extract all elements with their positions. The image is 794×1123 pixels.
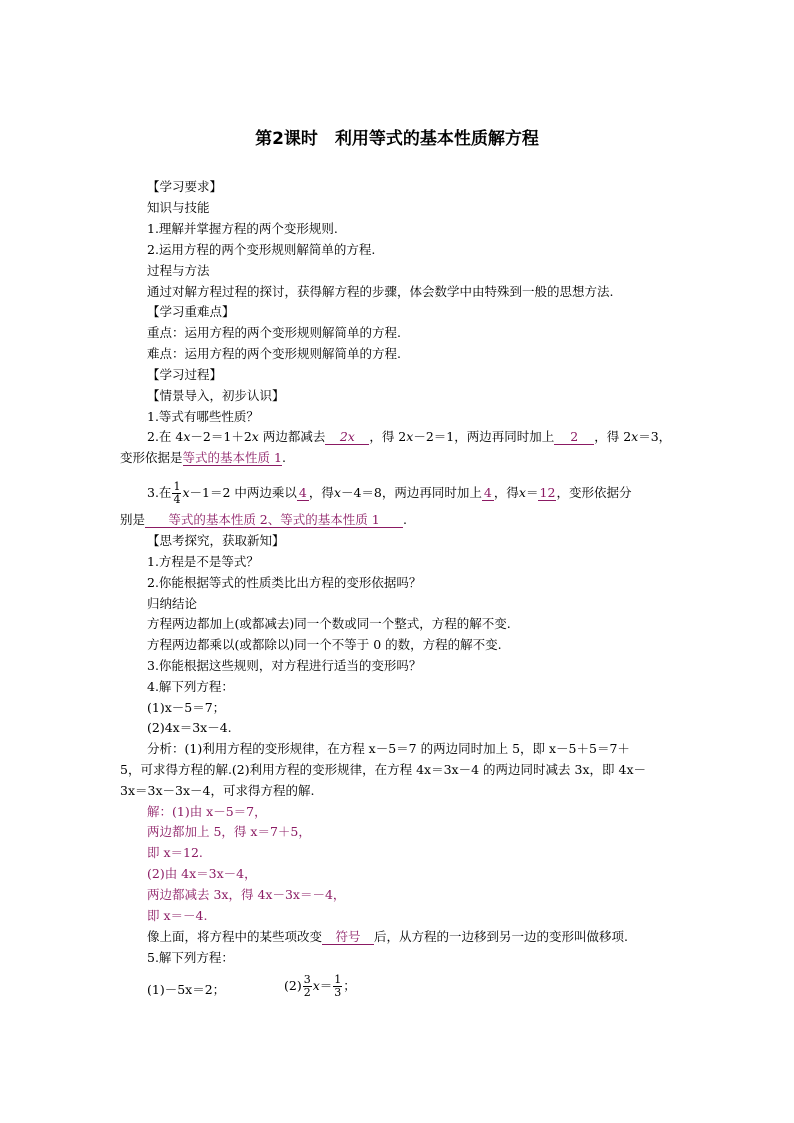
question-1: 1.等式有哪些性质？	[147, 409, 259, 424]
think-5: 5.解下列方程：	[147, 950, 234, 965]
solution-line-4: (2)由 4x＝3x－4，	[147, 866, 257, 881]
question-3-line-2: 别是 等式的基本性质 2、等式的基本性质 1 .	[120, 512, 407, 527]
requirement-2: 2.运用方程的两个变形规则解简单的方程.	[147, 242, 376, 257]
analysis-line-3: 3x＝3x－3x－4，可求得方程的解.	[120, 783, 315, 798]
answer-blank: 等式的基本性质 1	[182, 450, 282, 465]
rule-2: 方程两边都乘以(或都除以)同一个不等于 0 的数，方程的解不变.	[147, 637, 502, 652]
answer-blank: 2x	[325, 430, 369, 445]
page-title: 第2课时 利用等式的基本性质解方程	[255, 129, 539, 149]
section-header-key-points: 【学习重难点】	[147, 304, 235, 319]
analysis-line-1: 分析：(1)利用方程的变形规律，在方程 x－5＝7 的两边同时加上 5，即 x－5＋5＝7＋	[147, 741, 630, 756]
requirement-1: 1.理解并掌握方程的两个变形规则.	[147, 221, 338, 236]
fraction: $\frac{1}{4}$	[173, 480, 181, 506]
equation-2: (2)4x＝3x－4.	[147, 720, 232, 735]
rule-1: 方程两边都加上(或都减去)同一个数或同一个整式，方程的解不变.	[147, 616, 511, 631]
process-text: 通过对解方程过程的探讨，获得解方程的步骤，体会数学中由特殊到一般的思想方法.	[147, 284, 614, 299]
solution-line-5: 两边都减去 3x，得 4x－3x＝－4，	[147, 887, 346, 902]
section-header-intro: 【情景导入，初步认识】	[147, 388, 285, 403]
solution-line-3: 即 x＝12.	[147, 845, 203, 860]
question-2-line-2: 变形依据是等式的基本性质 1.	[120, 450, 286, 465]
answer-blank: 2	[554, 430, 594, 445]
move-term-definition: 像上面，将方程中的某些项改变 符号 后，从方程的一边移到另一边的变形叫做移项.	[147, 929, 628, 944]
fraction: $\frac{1}{3}$	[334, 973, 342, 999]
equation-1: (1)x－5＝7；	[147, 700, 226, 715]
section-header-process: 【学习过程】	[147, 367, 223, 382]
subsection-conclusion: 归纳结论	[147, 596, 198, 611]
difficult-point: 难点：运用方程的两个变形规则解简单的方程.	[147, 346, 401, 361]
section-header-requirements: 【学习要求】	[147, 179, 223, 194]
section-header-think: 【思考探究，获取新知】	[147, 533, 285, 548]
solution-line-2: 两边都加上 5，得 x＝7＋5，	[147, 824, 311, 839]
answer-blank: 符号	[322, 930, 374, 945]
think-1: 1.方程是不是等式？	[147, 554, 259, 569]
fraction: $\frac{3}{2}$	[303, 973, 311, 999]
answer-blank: 等式的基本性质 2、等式的基本性质 1	[145, 513, 403, 528]
question-2-line-1: 2.在 4x－2＝1＋2x 两边都减去 2x ，得 2x－2＝1，两边再同时加上 2 ，得 2x＝3，	[147, 429, 672, 444]
think-4: 4.解下列方程：	[147, 679, 234, 694]
solution-line-1: 解：(1)由 x－5＝7，	[147, 804, 267, 819]
answer-blank: 12	[539, 485, 556, 500]
key-point: 重点：运用方程的两个变形规则解简单的方程.	[147, 325, 401, 340]
subsection-knowledge: 知识与技能	[147, 200, 210, 215]
subsection-process: 过程与方法	[147, 263, 210, 278]
answer-blank: 4	[297, 486, 309, 501]
think-2: 2.你能根据等式的性质类比出方程的变形依据吗？	[147, 575, 422, 590]
answer-blank: 4	[482, 486, 494, 501]
solution-line-6: 即 x＝－4.	[147, 908, 208, 923]
think-3: 3.你能根据这些规则，对方程进行适当的变形吗？	[147, 658, 422, 673]
exercise-2: (2) $\frac{3}{2}$ x＝ $\frac{1}{3}$ ；	[284, 973, 356, 999]
question-3-line-1: 3.在 $\frac{1}{4}$ x－1＝2 中两边乘以 4 ，得x－4＝8，两边再同时加上 4 ，得x＝12，变形依据分	[147, 480, 632, 506]
analysis-line-2: 5，可求得方程的解.(2)利用方程的变形规律，在方程 4x＝3x－4 的两边同时减去 3x，即 4x－	[120, 762, 646, 777]
exercise-1: (1)－5x＝2；	[147, 982, 226, 997]
